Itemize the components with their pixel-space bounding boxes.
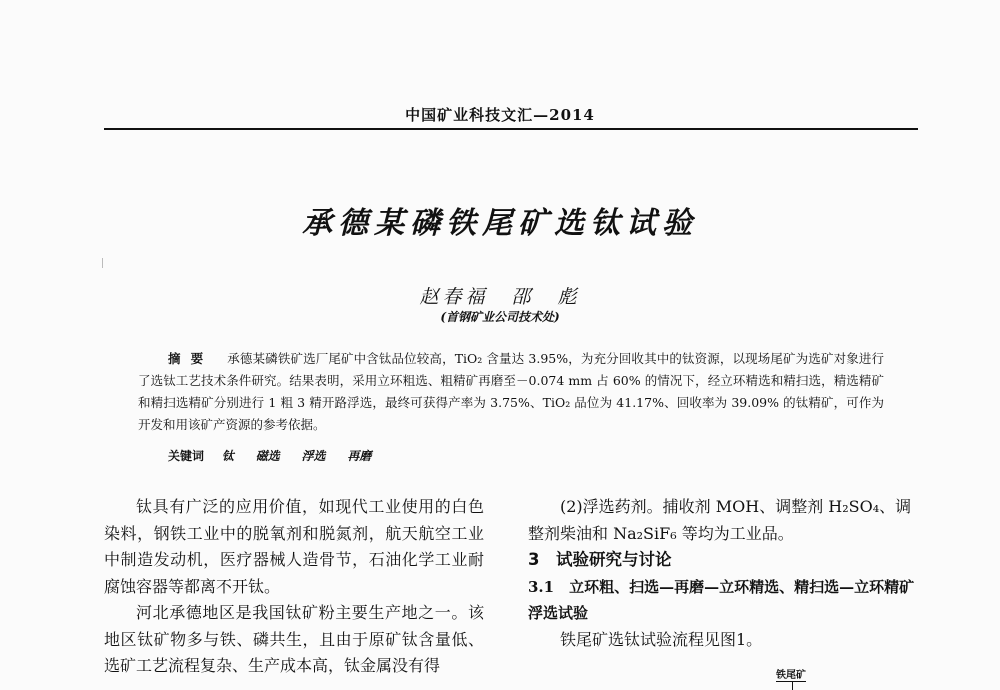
authors: 赵春福 邵 彪 <box>419 286 581 308</box>
flowchart-node-label: 铁尾矿 <box>776 666 806 682</box>
section-heading: 3 试验研究与讨论 <box>528 550 672 569</box>
keyword: 再磨 <box>347 449 372 463</box>
running-head: 中国矿业科技文汇—2014 <box>405 106 595 124</box>
scan-edge-mark <box>102 258 103 268</box>
header-rule <box>104 128 918 130</box>
right-column <box>528 494 918 653</box>
body-paragraph: 钛具有广泛的应用价值，如现代工业使用的白色染料，钢铁工业中的脱氧剂和脱氮剂，航天航空工业中制造发动机，医疗器械人造骨节，石油化学工业耐腐蚀容器等都离不开钛。 <box>104 497 484 596</box>
body-paragraph: 河北承德地区是我国钛矿粉主要生产地之一。该地区钛矿物多与铁、磷共生，且由于原矿钛含量低、选矿工艺流程复杂、生产成本高，钛金属没有得 <box>104 603 484 675</box>
keyword: 钛 <box>221 449 234 463</box>
keyword: 浮选 <box>301 449 326 463</box>
flowchart-connector <box>792 681 793 690</box>
keywords-label: 关键词 <box>168 449 205 463</box>
affiliation: (首钢矿业公司技术处) <box>440 310 560 324</box>
abstract-label: 摘要 <box>168 351 214 366</box>
keywords <box>168 447 389 464</box>
abstract <box>138 348 884 436</box>
abstract-text: 承德某磷铁矿选厂尾矿中含钛品位较高，TiO₂ 含量达 3.95%，为充分回收其中的钛资源，以现场尾矿为选矿对象进行了选钛工艺技术条件研究。结果表明，采用立环粗选、粗精矿再磨至－0.074 mm 占 60% 的情况下，经立环精选和精扫选，精选精矿和精扫选精矿分别进行 1 粗 3 精开路浮选，最终可获得产率为 3.75%、TiO₂ 品位为 41.17%、回收率为 39.09% 的钛精矿，可作为开发和用该矿产资源的参考依据。 <box>138 351 884 432</box>
body-paragraph: (2)浮选药剂。捕收剂 MOH、调整剂 H₂SO₄、调整剂柴油和 Na₂SiF₆ 等均为工业品。 <box>528 497 912 543</box>
paper-title: 承德某磷铁尾矿选钛试验 <box>302 206 698 241</box>
left-column <box>104 494 484 680</box>
body-paragraph: 铁尾矿选钛试验流程见图1。 <box>560 629 763 649</box>
subsection-heading: 3.1 立环粗、扫选—再磨—立环精选、精扫选—立环精矿浮选试验 <box>528 577 915 622</box>
keyword: 磁选 <box>255 449 280 463</box>
